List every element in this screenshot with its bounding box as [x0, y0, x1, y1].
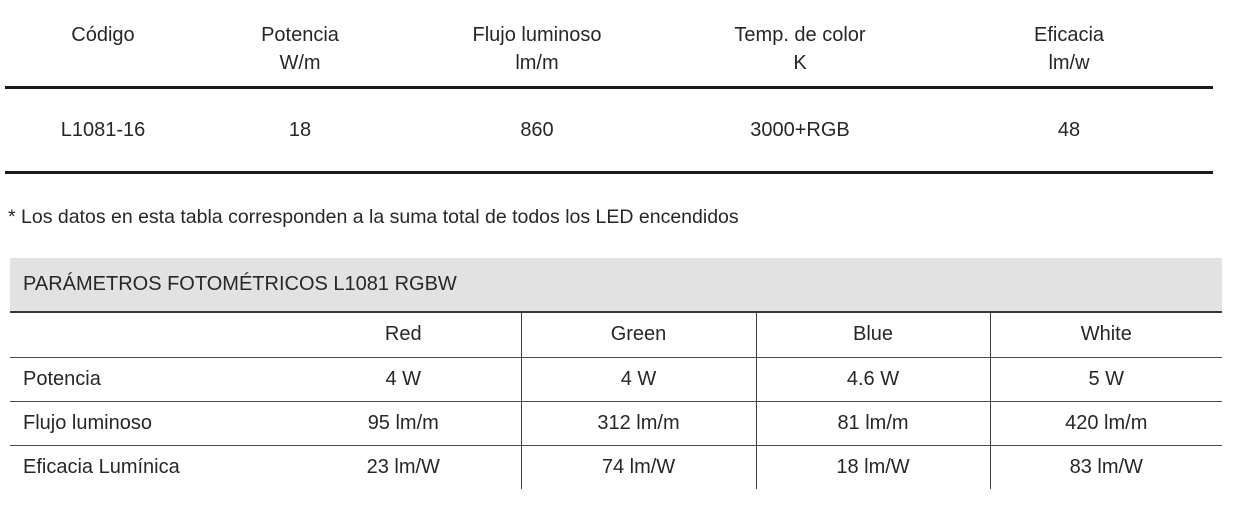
column-label: Eficacia	[1033, 24, 1105, 46]
row-potencia	[10, 357, 1222, 401]
summary-col-temp	[675, 8, 925, 88]
cell-temp: 3000+RGB	[750, 118, 850, 141]
summary-table	[5, 8, 1213, 174]
column-unit: lm/m	[515, 52, 559, 74]
row-label: Potencia	[23, 367, 101, 390]
cell-eficacia-green: 74 lm/W	[521, 445, 756, 489]
cell-eficacia-white: 83 lm/W	[990, 445, 1222, 489]
photometric-section	[0, 258, 1233, 489]
column-label: Código	[71, 24, 135, 46]
row-flujo-luminoso	[10, 401, 1222, 445]
summary-col-potencia	[201, 8, 399, 88]
row-label: Flujo luminoso	[23, 411, 152, 434]
column-label: Temp. de color	[734, 24, 866, 46]
footnote: * Los datos en esta tabla corresponden a la suma total de todos los LED encendidos	[8, 206, 739, 228]
column-unit: lm/w	[1048, 52, 1090, 74]
photometric-header-row	[10, 312, 1222, 357]
row-eficacia-luminica	[10, 445, 1222, 489]
cell-potencia-red: 4 W	[385, 367, 422, 390]
col-red: Red	[384, 323, 422, 346]
cell-flujo: 860	[520, 118, 554, 141]
cell-potencia-green: 4 W	[521, 357, 756, 401]
cell-flujo-blue: 81 lm/m	[756, 401, 990, 445]
photometric-title-bar	[10, 258, 1222, 311]
column-unit: K	[793, 52, 807, 74]
row-label: Eficacia Lumínica	[23, 455, 180, 478]
corner-cell	[10, 312, 286, 357]
column-unit	[5, 50, 201, 86]
summary-data-row	[5, 88, 1213, 173]
cell-potencia-blue: 4.6 W	[756, 357, 990, 401]
col-blue: Blue	[756, 312, 990, 357]
summary-col-codigo	[5, 8, 201, 88]
summary-col-eficacia	[925, 8, 1213, 88]
cell-potencia: 18	[288, 118, 312, 141]
cell-eficacia: 48	[1057, 118, 1081, 141]
col-green: Green	[521, 312, 756, 357]
photometric-title: PARÁMETROS FOTOMÉTRICOS L1081 RGBW	[23, 273, 457, 295]
column-unit: W/m	[279, 52, 321, 74]
summary-col-flujo	[399, 8, 675, 88]
column-label: Potencia	[261, 24, 339, 46]
cell-flujo-green: 312 lm/m	[521, 401, 756, 445]
cell-eficacia-blue: 18 lm/W	[756, 445, 990, 489]
cell-eficacia-red: 23 lm/W	[366, 455, 440, 478]
cell-codigo: L1081-16	[60, 118, 146, 141]
cell-flujo-white: 420 lm/m	[990, 401, 1222, 445]
summary-header-row	[5, 8, 1213, 88]
col-white: White	[990, 312, 1222, 357]
column-label: Flujo luminoso	[472, 24, 602, 46]
cell-potencia-white: 5 W	[990, 357, 1222, 401]
cell-flujo-red: 95 lm/m	[367, 411, 439, 434]
photometric-table	[10, 311, 1222, 489]
